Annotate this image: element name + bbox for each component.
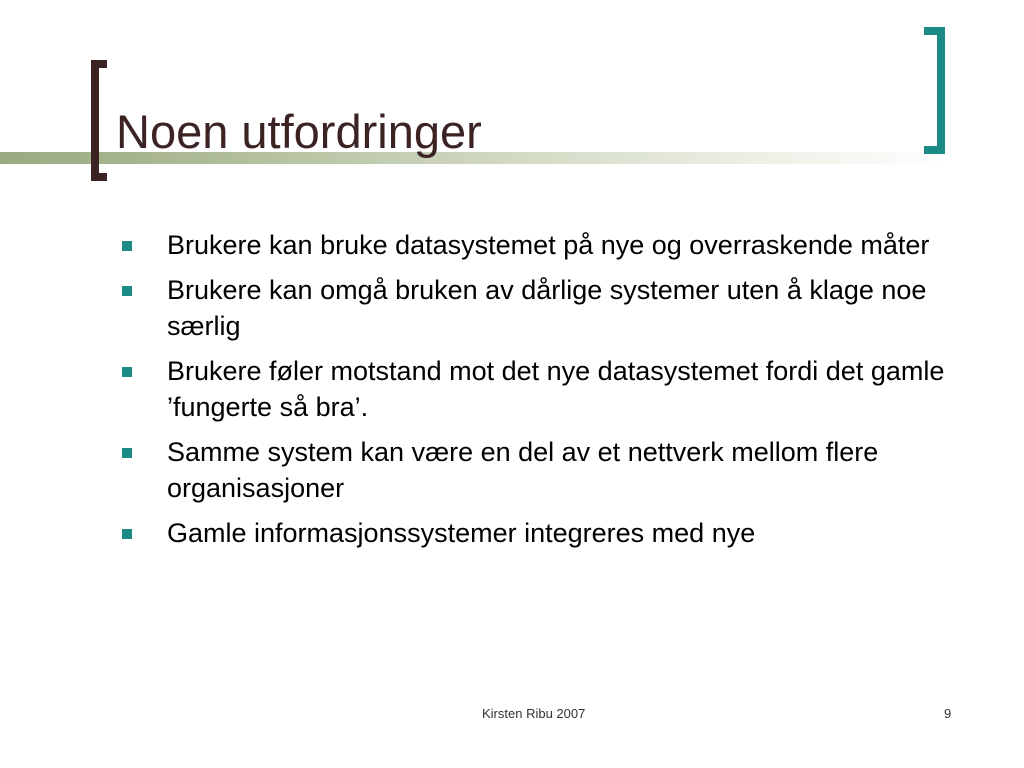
bullet-item <box>118 227 948 263</box>
bullet-text: Brukere kan bruke datasystemet på nye og overraskende måter <box>167 230 930 260</box>
slide-title: Noen utfordringer <box>116 105 482 158</box>
square-bullet-icon <box>122 367 132 377</box>
footer-author: Kirsten Ribu 2007 <box>482 706 586 721</box>
square-bullet-icon <box>122 448 132 458</box>
square-bullet-icon <box>122 286 132 296</box>
bullet-item <box>118 272 948 344</box>
bullet-item <box>118 434 948 506</box>
bullet-item <box>118 515 948 551</box>
square-bullet-icon <box>122 529 132 539</box>
left-bracket-decoration <box>91 60 107 181</box>
bullet-text: Brukere kan omgå bruken av dårlige systemer uten å klage noe særlig <box>167 275 927 341</box>
bullet-item <box>118 353 948 425</box>
bullet-text: Brukere føler motstand mot det nye datasystemet fordi det gamle ’fungerte så bra’. <box>167 356 945 422</box>
bullet-list <box>118 227 948 560</box>
page-number: 9 <box>944 706 952 721</box>
right-bracket-decoration <box>924 27 945 154</box>
bullet-text: Gamle informasjonssystemer integreres med nye <box>167 518 756 548</box>
square-bullet-icon <box>122 241 132 251</box>
bullet-text: Samme system kan være en del av et nettverk mellom flere organisasjoner <box>167 437 879 503</box>
